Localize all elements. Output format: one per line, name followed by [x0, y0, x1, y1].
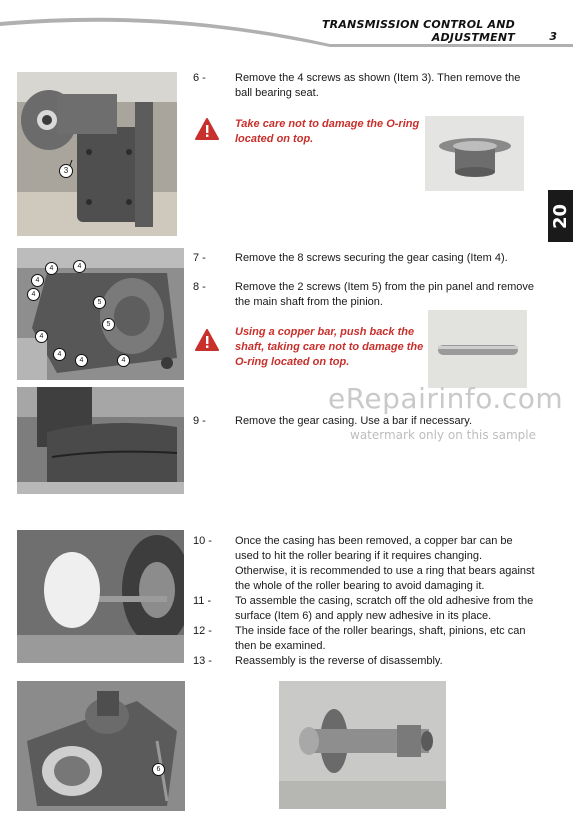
callout-4: 4	[35, 330, 48, 343]
step-text: To assemble the casing, scratch off the old adhesive from the surface (Item 6) and apply new adhesive in its place.	[235, 595, 534, 622]
step-text: Remove the gear casing. Use a bar if necessary.	[235, 415, 473, 427]
step-number: 12 -	[193, 625, 212, 637]
photo-gear-casing-screws	[17, 248, 184, 380]
callout-5: 5	[102, 318, 115, 331]
photo-gear-casing-removal	[17, 387, 184, 494]
chapter-tab-label: 20	[550, 203, 571, 229]
step-11	[193, 594, 538, 626]
photo-shaft	[428, 310, 527, 388]
warning-text-1: Take care not to damage the O-ring located on top.	[235, 118, 420, 145]
step-text: Remove the 4 screws as shown (Item 3). Then remove the ball bearing seat.	[235, 72, 521, 99]
callout-4: 4	[75, 354, 88, 367]
step-number: 13 -	[193, 655, 212, 667]
step-number: 7 -	[193, 252, 206, 264]
callout-4: 4	[45, 262, 58, 275]
step-text: Remove the 2 screws (Item 5) from the pin panel and remove the main shaft from the pinion.	[235, 281, 534, 308]
callout-4: 4	[27, 288, 40, 301]
step-number: 6 -	[193, 72, 206, 84]
photo-bearing-seat-part	[425, 116, 524, 191]
callout-3: 3	[59, 164, 73, 178]
page-number: 3	[549, 30, 557, 43]
step-number: 10 -	[193, 535, 212, 547]
photo-pinion-shaft	[279, 681, 446, 809]
warning-icon	[195, 329, 219, 351]
header-title	[322, 18, 515, 44]
header-title-line1: TRANSMISSION CONTROL AND	[321, 18, 515, 31]
step-8	[193, 280, 538, 312]
callout-4: 4	[53, 348, 66, 361]
step-13	[193, 654, 538, 670]
step-12	[193, 624, 538, 656]
photo-copper-bar	[17, 530, 184, 663]
step-text: Once the casing has been removed, a copper bar can be used to hit the roller bearing if it requires changing. Otherwise, it is recommended to use a ring that bears against the whole of the roller bearing to avoid damaging it.	[235, 535, 535, 592]
warning-icon	[195, 118, 219, 140]
callout-5: 5	[93, 296, 106, 309]
callout-4: 4	[117, 354, 130, 367]
header-title-line2: ADJUSTMENT	[431, 31, 515, 44]
callout-4: 4	[73, 260, 86, 273]
step-7	[193, 251, 538, 267]
step-text: The inside face of the roller bearings, shaft, pinions, etc can then be examined.	[235, 625, 526, 652]
step-6	[193, 71, 538, 103]
photo-casing-surface	[17, 681, 185, 811]
watermark-sub: watermark only on this sample	[350, 428, 537, 442]
step-10	[193, 534, 538, 596]
step-number: 8 -	[193, 281, 206, 293]
photo-ball-bearing-seat	[17, 72, 177, 236]
step-number: 9 -	[193, 415, 206, 427]
step-text: Remove the 8 screws securing the gear casing (Item 4).	[235, 252, 508, 264]
warning-text-2: Using a copper bar, push back the shaft, taking care not to damage the O-ring located on top.	[235, 326, 424, 368]
watermark-main: eRepairinfo.com	[328, 382, 564, 415]
callout-6: 6	[152, 763, 165, 776]
step-number: 11 -	[193, 595, 212, 607]
chapter-tab	[548, 190, 573, 242]
step-text: Reassembly is the reverse of disassembly.	[235, 655, 443, 667]
callout-4: 4	[31, 274, 44, 287]
